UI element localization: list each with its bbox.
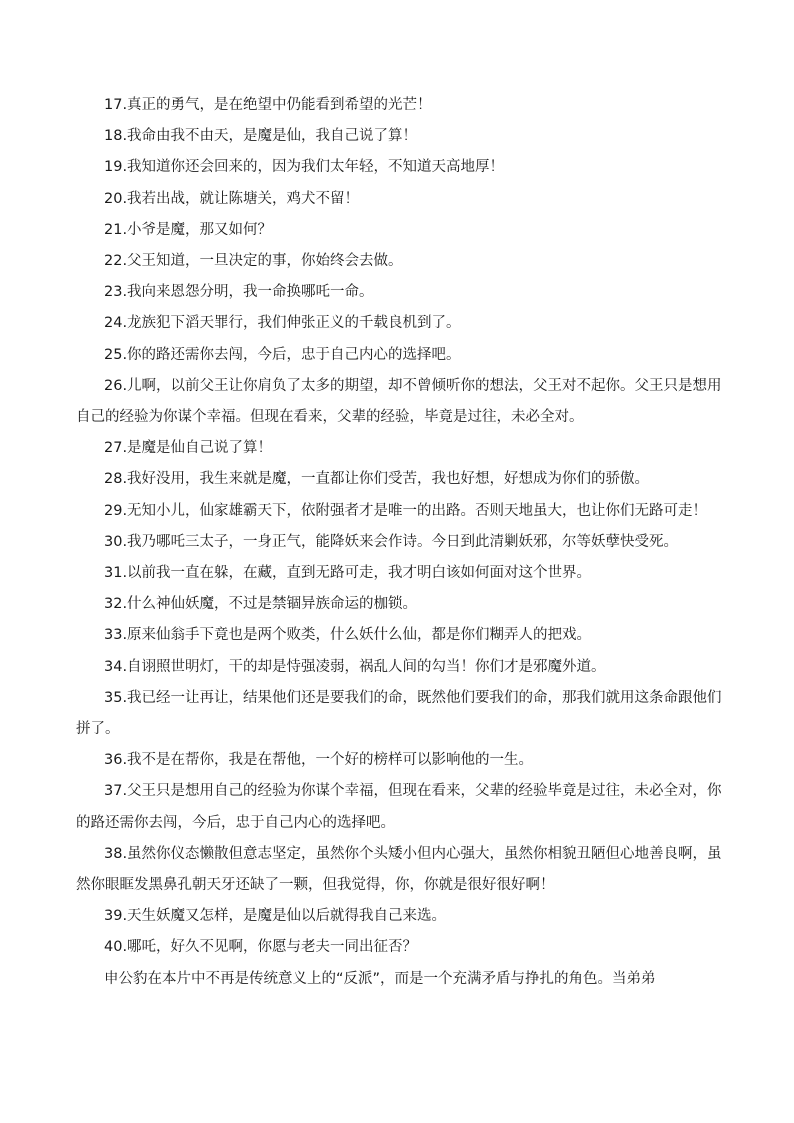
quote-18: 18.我命由我不由天，是魔是仙，我自己说了算！	[104, 128, 418, 145]
quote-30: 30.我乃哪吒三太子，一身正气，能降妖来会作诗。今日到此清剿妖邪，尔等妖孽快受死。	[104, 533, 679, 550]
document-body	[76, 90, 736, 995]
quote-37: 37.父王只是想用自己的经验为你谋个幸福，但现在看来，父辈的经验毕竟是过往，未必全对，你的路还需你去闯，今后，忠于自己内心的选择吧。	[76, 783, 722, 831]
quote-28: 28.我好没用，我生来就是魔，一直都让你们受苦，我也好想，好想成为你们的骄傲。	[104, 471, 650, 488]
quote-29: 29.无知小儿，仙家雄霸天下，依附强者才是唯一的出路。否则天地虽大，也让你们无路可走！	[104, 502, 708, 519]
quote-36: 36.我不是在帮你，我是在帮他，一个好的榜样可以影响他的一生。	[104, 752, 534, 769]
quote-32: 32.什么神仙妖魔，不过是禁锢异族命运的枷锁。	[104, 596, 418, 613]
quote-19: 19.我知道你还会回来的，因为我们太年轻，不知道天高地厚！	[104, 159, 505, 176]
quote-31: 31.以前我一直在躲，在藏，直到无路可走，我才明白该如何面对这个世界。	[104, 565, 592, 582]
quote-23: 23.我向来恩怨分明，我一命换哪吒一命。	[104, 284, 374, 301]
quote-38: 38.虽然你仪态懒散但意志坚定，虽然你个头矮小但内心强大，虽然你相貌丑陋但心地善良啊，虽然你眼眶发黑鼻孔朝天牙还缺了一颗，但我觉得，你，你就是很好很好啊！	[76, 845, 722, 894]
quote-33: 33.原来仙翁手下竟也是两个败类，什么妖什么仙，都是你们糊弄人的把戏。	[104, 627, 592, 644]
quote-17: 17.真正的勇气，是在绝望中仍能看到希望的光芒！	[104, 97, 432, 113]
quote-25: 25.你的路还需你去闯，今后，忠于自己内心的选择吧。	[104, 346, 461, 363]
quote-24: 24.龙族犯下滔天罪行，我们伸张正义的千载良机到了。	[104, 315, 461, 332]
quote-22: 22.父王知道，一旦决定的事，你始终会去做。	[104, 253, 403, 270]
quote-39: 39.天生妖魔又怎样，是魔是仙以后就得我自己来选。	[104, 908, 447, 925]
quote-27: 27.是魔是仙自己说了算！	[104, 440, 273, 457]
quote-26: 26.儿啊，以前父王让你肩负了太多的期望，却不曾倾听你的想法，父王对不起你。父王只是想用自己的经验为你谋个幸福。但现在看来，父辈的经验，毕竟是过往，未必全对。	[76, 377, 722, 426]
commentary-paragraph: 申公豹在本片中不再是传统意义上的“反派”，而是一个充满矛盾与挣扎的角色。当弟弟	[104, 970, 656, 987]
quote-21: 21.小爷是魔，那又如何？	[104, 221, 273, 238]
quote-20: 20.我若出战，就让陈塘关，鸡犬不留！	[104, 190, 360, 207]
quote-40: 40.哪吒，好久不见啊，你愿与老夫一同出征否？	[104, 939, 418, 956]
quote-34: 34.自诩照世明灯，干的却是恃强凌弱，祸乱人间的勾当！你们才是邪魔外道。	[104, 658, 606, 675]
quote-35: 35.我已经一让再让，结果他们还是要我们的命，既然他们要我们的命，那我们就用这条命跟他们拼了。	[76, 689, 722, 738]
